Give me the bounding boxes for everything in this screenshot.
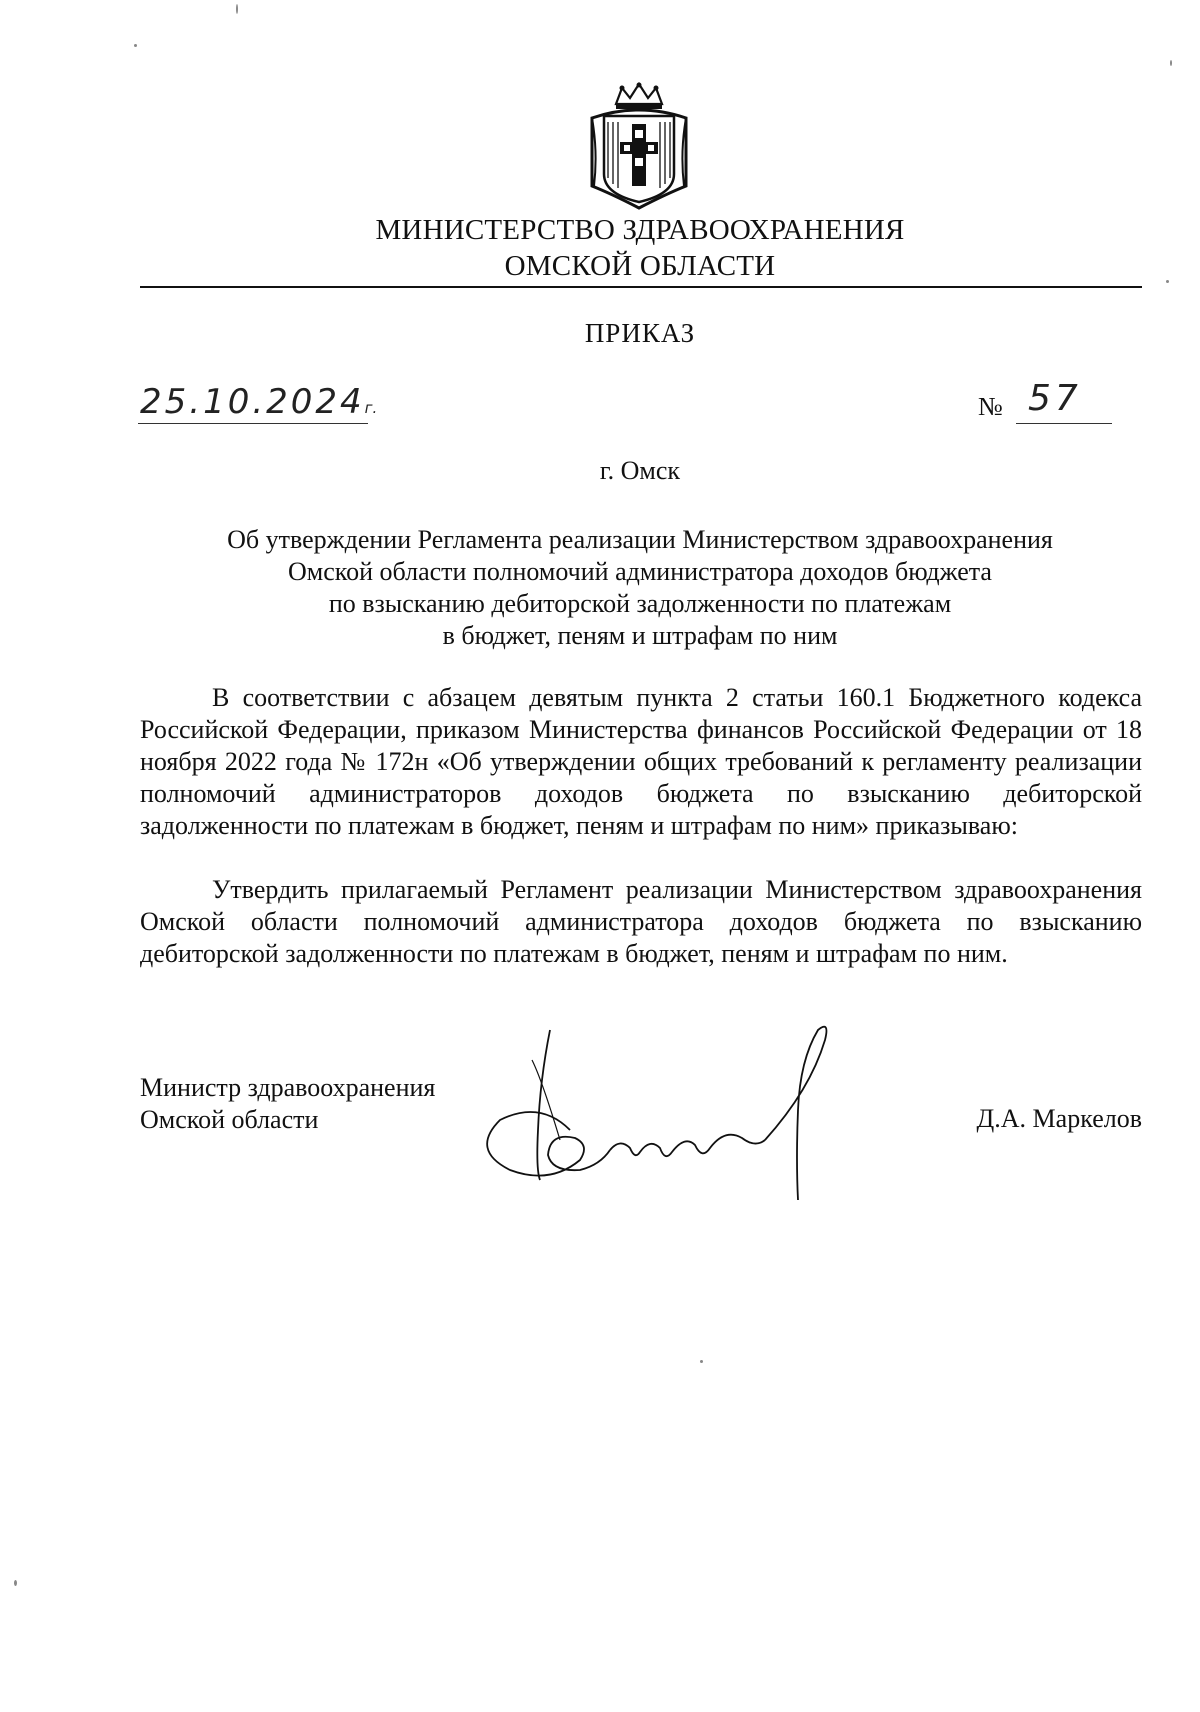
body-paragraph-1: В соответствии с абзацем девятым пункта 2 статьи 160.1 Бюджетного кодекса Российской Федерации, приказом Министерства финансов Российской Федерации от 18 ноября 2022 года № 172н «Об утверждении общих требований к регламенту реализации полномочий администраторов доходов бюджета по взысканию дебиторской задолженности по платежам в бюджет, пеням и штрафам по ним» приказываю: <box>140 683 1142 840</box>
handwritten-signature-icon <box>480 1020 900 1220</box>
scan-speck <box>236 4 238 14</box>
scan-speck <box>1166 280 1169 283</box>
signer-position-line1: Министр здравоохранения <box>140 1073 436 1102</box>
document-type: ПРИКАЗ <box>584 318 696 348</box>
document-date <box>140 382 377 422</box>
number-underline <box>1016 423 1112 424</box>
date-underline <box>138 423 368 424</box>
title-line: в бюджет, пеням и штрафам по ним <box>442 621 838 650</box>
organization-name-line2: ОМСКОЙ ОБЛАСТИ <box>504 250 776 282</box>
scan-speck <box>1170 60 1172 66</box>
omsk-region-coat-of-arms-icon <box>586 82 692 210</box>
signer-position <box>140 1072 435 1136</box>
title-line: по взысканию дебиторской задолженности по платежам <box>328 589 952 618</box>
scan-speck <box>134 44 137 47</box>
date-suffix: г. <box>364 399 378 417</box>
document-city: г. Омск <box>599 456 681 485</box>
header-divider <box>140 286 1142 288</box>
title-line: Омской области полномочий администратора доходов бюджета <box>288 557 992 586</box>
document-title <box>160 524 1120 652</box>
signer-position-line2: Омской области <box>140 1105 319 1134</box>
date-value: 25.10.2024 <box>140 382 365 422</box>
body-paragraph-2: Утвердить прилагаемый Регламент реализации Министерством здравоохранения Омской области полномочий администратора доходов бюджета по взысканию дебиторской задолженности по платежам в бюджет, пеням и штрафам по ним. <box>140 875 1142 968</box>
title-line: Об утверждении Регламента реализации Министерством здравоохранения <box>227 525 1053 554</box>
scan-speck <box>14 1580 17 1586</box>
signer-name: Д.А. Маркелов <box>976 1104 1142 1133</box>
document-number: 57 <box>1028 378 1082 419</box>
organization-name-line1: МИНИСТЕРСТВО ЗДРАВООХРАНЕНИЯ <box>375 214 905 246</box>
number-sign: № <box>978 392 1003 421</box>
scan-speck <box>700 1360 703 1363</box>
